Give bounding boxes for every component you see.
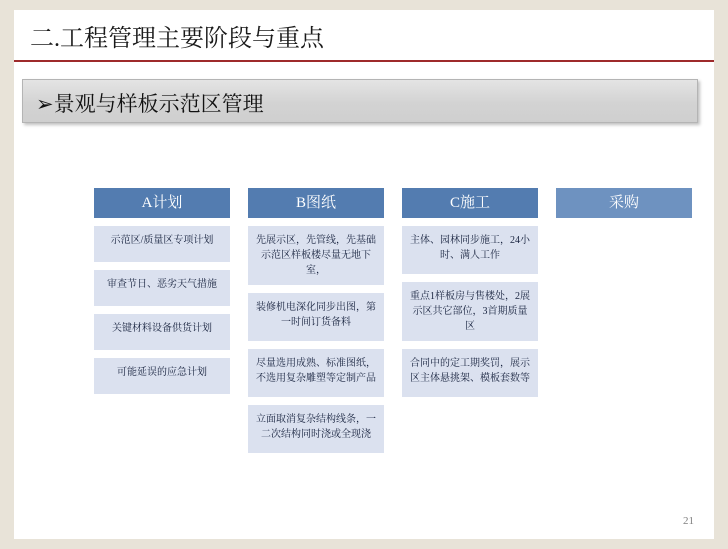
cell-text: 重点1样板房与售楼处，2展示区共它部位，3首期质量区 xyxy=(410,291,530,332)
column-a-cell-4 xyxy=(94,358,230,394)
column-a-cell-2 xyxy=(94,270,230,306)
cell-text: 立面取消复杂结构线条，一二次结构同时浇或全现浇 xyxy=(256,414,376,440)
cell-text: 关键材料设备供货计划 xyxy=(112,323,212,334)
frame-top-border xyxy=(0,0,728,10)
column-a xyxy=(94,188,230,394)
cell-text: 审查节日、恶劣天气措施 xyxy=(107,279,217,290)
column-b-cell-1 xyxy=(248,226,384,285)
column-c-cell-3 xyxy=(402,349,538,397)
column-b xyxy=(248,188,384,453)
cell-text: 合同中的定工期奖罚，展示区主体悬挑架、模板套数等 xyxy=(410,358,530,384)
cell-text: 装修机电深化同步出图，第一时间订货备料 xyxy=(256,302,376,328)
cell-text: 先展示区，先管线，先基础示范区样板楼尽量无地下室， xyxy=(256,235,376,276)
column-c-cell-1 xyxy=(402,226,538,274)
column-d xyxy=(556,188,692,218)
column-c-header: C施工 xyxy=(402,188,538,218)
column-c-cell-2 xyxy=(402,282,538,341)
cell-text: 尽量选用成熟、标准图纸，不选用复杂雕塑等定制产品 xyxy=(256,358,376,384)
title-divider xyxy=(14,60,714,62)
column-c xyxy=(402,188,538,397)
page-number: 21 xyxy=(683,515,694,527)
frame-right-border xyxy=(714,0,728,549)
column-a-cell-3 xyxy=(94,314,230,350)
column-d-header: 采购 xyxy=(556,188,692,218)
frame-left-border xyxy=(0,0,14,549)
column-b-header: B图纸 xyxy=(248,188,384,218)
column-b-cell-4 xyxy=(248,405,384,453)
column-b-cell-3 xyxy=(248,349,384,397)
column-a-cell-1 xyxy=(94,226,230,262)
cell-text: 可能延误的应急计划 xyxy=(117,367,207,378)
frame-bottom-border xyxy=(0,539,728,549)
cell-text: 主体、园林同步施工，24小时、满人工作 xyxy=(410,235,530,261)
cell-text: 示范区/质量区专项计划 xyxy=(110,235,214,246)
page-title: 二.工程管理主要阶段与重点 xyxy=(30,26,324,52)
column-b-cell-2 xyxy=(248,293,384,341)
column-a-header: A计划 xyxy=(94,188,230,218)
subtitle-label: ➢景观与样板示范区管理 xyxy=(36,92,264,116)
